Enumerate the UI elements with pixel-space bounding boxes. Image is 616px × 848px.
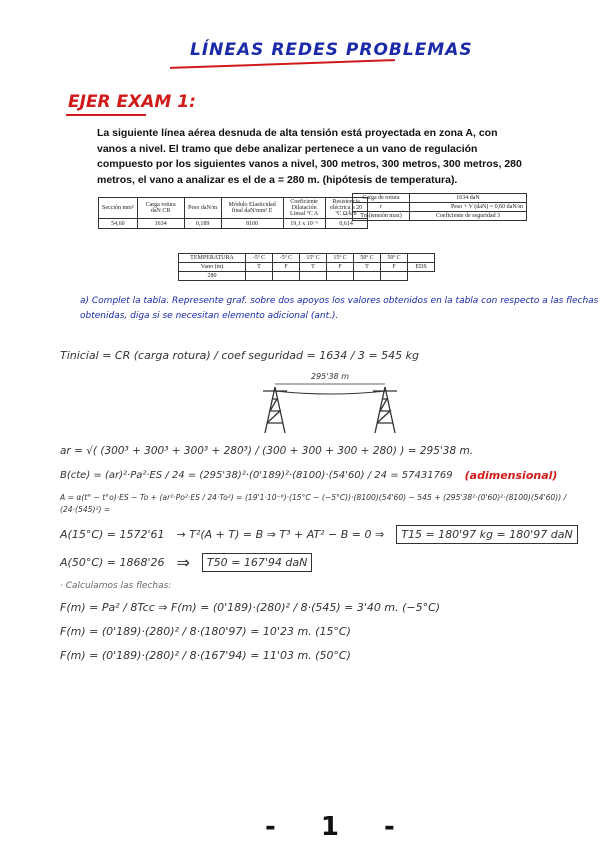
- cell: -5º C: [246, 254, 273, 263]
- cell: 19,1 x 10⁻⁶: [283, 219, 325, 229]
- cell: Coeficiente de seguridad 3: [410, 212, 527, 221]
- part-a-line2: obtenidas, diga si se necesitan elemento adicional (ant.).: [80, 311, 339, 321]
- equation-a: A = α(t° − t°o)·ES − To + (ar²·Po²·ES / 24·To²) = (19'1·10⁻⁶)·(15°C − (−5°C))·(8100)(54'60) − 545 + (295'38²·(0'60)²·(8100)(54'60)) / (24·(545)²) =: [60, 493, 567, 514]
- cell: 50º C: [354, 254, 381, 263]
- cell: r: [353, 203, 410, 212]
- cell: 0,189: [184, 219, 221, 229]
- cell: T: [300, 263, 327, 272]
- cell: Carga rotura daN CR: [137, 198, 184, 219]
- cell: F: [273, 263, 300, 272]
- cell: 1634 daN: [410, 194, 527, 203]
- cell: Módulo Elasticidad final daN/mm² E: [221, 198, 283, 219]
- cell: [246, 272, 273, 281]
- load-table: [352, 193, 527, 221]
- temperature-table: [178, 253, 435, 281]
- span-drawing: [245, 381, 415, 435]
- cell: 54,60: [99, 219, 138, 229]
- cell: Carga de rotura: [353, 194, 410, 203]
- worked-solution: [60, 348, 600, 663]
- cable-table: [98, 197, 368, 229]
- cell: F: [327, 263, 354, 272]
- page-title: LÍNEAS REDES PROBLEMAS: [190, 40, 473, 60]
- title-underline: [170, 59, 395, 69]
- equation-f2: F(m) = (0'189)·(280)² / 8·(180'97) = 10'23 m. (15°C): [60, 625, 351, 638]
- cell: 8100: [221, 219, 283, 229]
- cell: [327, 272, 354, 281]
- cell: -5º C: [273, 254, 300, 263]
- equation-b: B(cte) = (ar)²·Pa²·ES / 24 = (295'38)²·(0'189)²·(8100)·(54'60) / 24 = 57431769: [60, 470, 453, 481]
- page-number: - 1 -: [265, 812, 413, 842]
- cell: Resistencia eléctrica a 20 ºC Ω/km: [325, 198, 367, 219]
- cubic-equation: → T²(A + T) = B ⇒ T³ + AT² − B = 0 ⇒: [176, 528, 385, 541]
- equation-tinicial: Tinicial = CR (carga rotura) / coef seguridad = 1634 / 3 = 545 kg: [60, 349, 419, 362]
- cell: EDS: [408, 263, 435, 272]
- cell: [273, 272, 300, 281]
- cell: T: [246, 263, 273, 272]
- cell: Tm(tensión max): [353, 212, 410, 221]
- flechas-heading: · Calculamos las flechas:: [60, 581, 172, 591]
- cell: Vano (m): [179, 263, 246, 272]
- cell: 1634: [137, 219, 184, 229]
- cell: 280: [179, 272, 246, 281]
- cell: [300, 272, 327, 281]
- cell: [408, 272, 435, 281]
- cell: Sección mm²: [99, 198, 138, 219]
- cell: 15º C: [327, 254, 354, 263]
- cell: TEMPERATURA: [179, 254, 246, 263]
- cell: 15º C: [300, 254, 327, 263]
- pylon-icon: [373, 387, 397, 433]
- cell: F: [381, 263, 408, 272]
- cell: [354, 272, 381, 281]
- b-note: (adimensional): [464, 469, 558, 482]
- equation-f1: F(m) = Pa² / 8Tcc ⇒ F(m) = (0'189)·(280)² / 8·(545) = 3'40 m. (−5°C): [60, 601, 441, 614]
- part-a-line1: a) Complet la tabla. Represente graf. sobre dos apoyos los valores obtenidos en la tabla con respecto a las flechas: [80, 296, 599, 306]
- cell: [408, 254, 435, 263]
- cell: 50º C: [381, 254, 408, 263]
- cell: 0,614: [325, 219, 367, 229]
- part-a-question: [80, 294, 600, 324]
- pylon-icon: [263, 387, 287, 433]
- conductor-line: [275, 391, 385, 394]
- cell: [381, 272, 408, 281]
- t15-result: T15 = 180'97 kg = 180'97 daN: [396, 525, 577, 544]
- t50-result: T50 = 167'94 daN: [202, 553, 312, 572]
- problem-statement: La siguiente línea aérea desnuda de alta tensión está proyectada en zona A, con vanos a nivel. El tramo que debe analizar pertenece a un vano de regulación compuesto por los siguientes vanos a nivel, 300 metros, 300 metros, 300 metros, 280 metros, el vano a analizar es el de a = 280 m. (hipótesis de temperatura).: [97, 127, 522, 186]
- cell: Coeficiente Dilatación Lineal ºC A: [283, 198, 325, 219]
- span-diagram: [60, 372, 600, 435]
- implies-arrow: ⇒: [176, 553, 190, 572]
- exercise-underline: [66, 114, 146, 116]
- exercise-heading: EJER EXAM 1:: [68, 92, 196, 112]
- cell: Peso daN/m: [184, 198, 221, 219]
- span-label: 295'38 m: [311, 372, 349, 381]
- equation-f3: F(m) = (0'189)·(280)² / 8·(167'94) = 11'03 m. (50°C): [60, 649, 351, 662]
- a-15-value: A(15°C) = 1572'61: [60, 528, 165, 541]
- cell: Peso + V (daN) = 0,60 daN/m: [410, 203, 527, 212]
- equation-ar: ar = √( (300³ + 300³ + 300³ + 280³) / (300 + 300 + 300 + 280) ) = 295'38 m.: [60, 445, 474, 457]
- cell: T: [354, 263, 381, 272]
- a-50-value: A(50°C) = 1868'26: [60, 556, 165, 569]
